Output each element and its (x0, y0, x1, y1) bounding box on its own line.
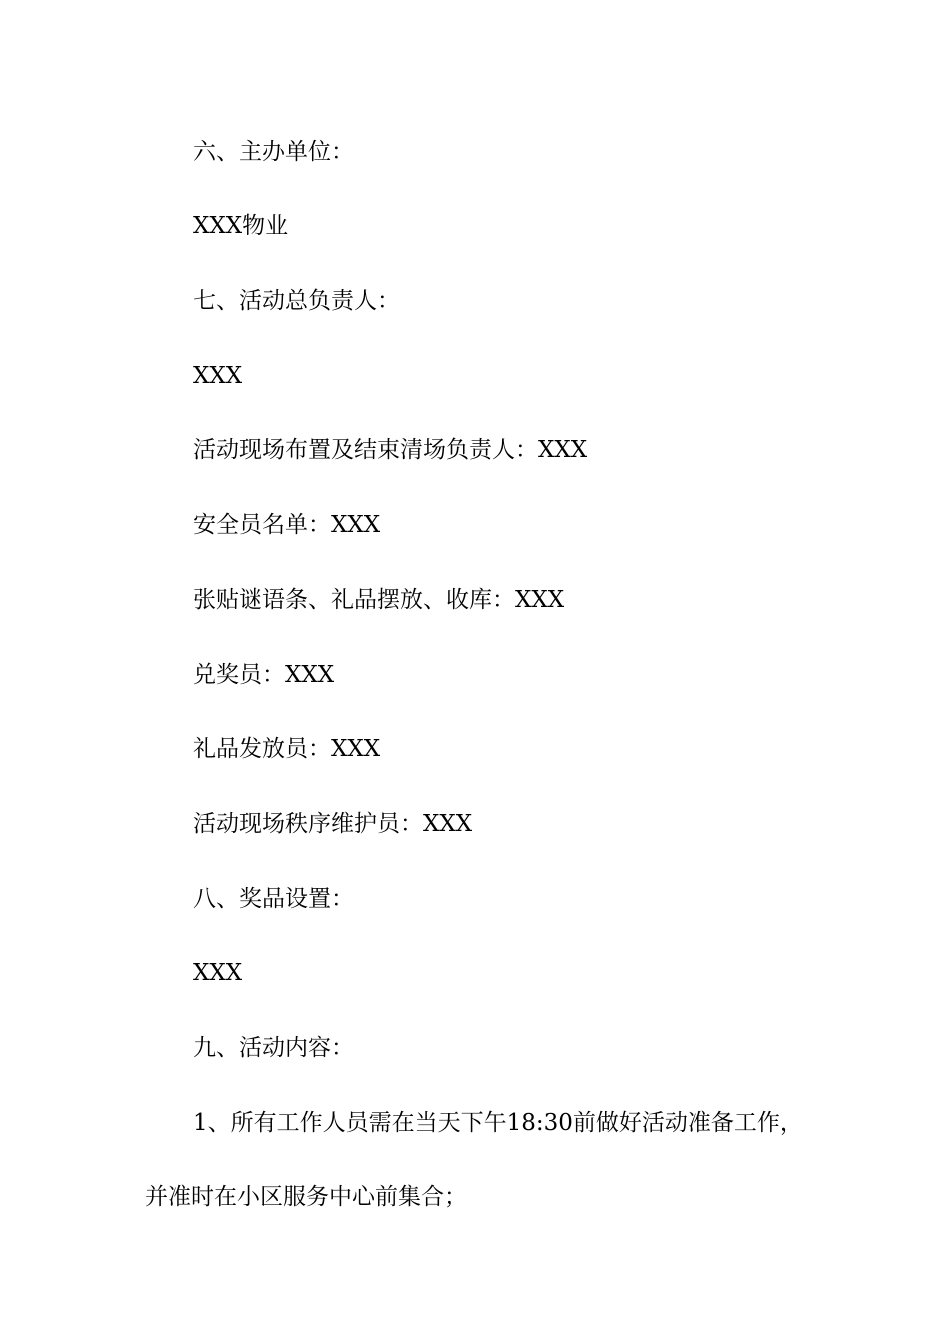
activity-item-1-continued: 并准时在小区服务中心前集合； (145, 1184, 467, 1210)
order-maintainer: 活动现场秩序维护员：XXX (193, 811, 473, 837)
chief-person-value: XXX (193, 363, 243, 389)
heading-chief-person: 七、活动总负责人： (193, 288, 400, 314)
prize-settings-value: XXX (193, 960, 243, 986)
prize-redeemer: 兑奖员：XXX (193, 662, 335, 688)
setup-cleanup-person: 活动现场布置及结束清场负责人：XXX (193, 437, 588, 463)
gift-distributor: 礼品发放员：XXX (193, 736, 381, 762)
heading-organizer: 六、主办单位： (193, 139, 354, 165)
organizer-value: XXX物业 (193, 213, 289, 239)
posting-gifts-storage-person: 张贴谜语条、礼品摆放、收库：XXX (193, 587, 565, 613)
heading-activity-content: 九、活动内容： (193, 1035, 354, 1061)
heading-prize-settings: 八、奖品设置： (193, 886, 354, 912)
activity-item-1: 1、所有工作人员需在当天下午18:30前做好活动准备工作， (193, 1110, 803, 1136)
safety-officer-list: 安全员名单：XXX (193, 512, 381, 538)
